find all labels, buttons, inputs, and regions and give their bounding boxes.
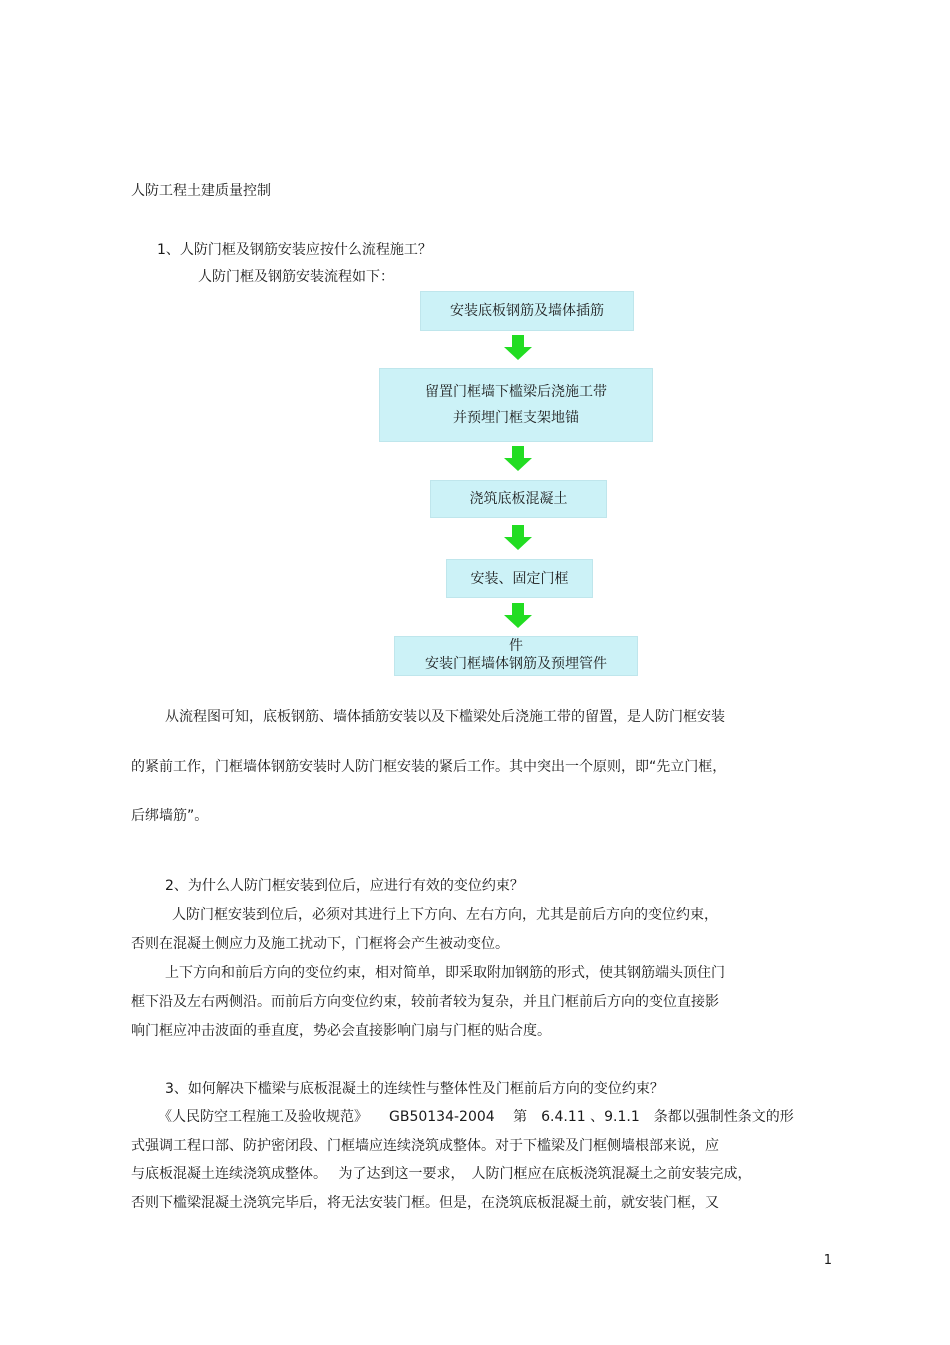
paragraph-3-line-4: 否则下槛梁混凝土浇筑完毕后，将无法安装门框。但是，在浇筑底板混凝土前，就安装门框，又 <box>131 1195 719 1211</box>
flow-intro: 人防门框及钢筋安装流程如下： <box>198 269 394 285</box>
flow-step-1-label: 安装底板钢筋及墙体插筋 <box>450 303 604 319</box>
flow-step-2 <box>379 368 653 442</box>
document-title: 人防工程土建质量控制 <box>131 183 271 199</box>
flow-step-2-line-2: 并预埋门框支架地锚 <box>453 410 579 426</box>
flow-step-3 <box>430 480 607 518</box>
flow-step-4 <box>446 559 593 598</box>
down-arrow-icon <box>503 603 533 629</box>
down-arrow-icon <box>503 446 533 472</box>
flow-step-5-line-2: 安装门框墙体钢筋及预埋管件 <box>425 656 607 672</box>
paragraph-1-line-3: 后绑墙筋”。 <box>131 808 209 824</box>
flow-step-1 <box>420 291 634 331</box>
paragraph-2-line-5: 响门框应冲击波面的垂直度，势必会直接影响门扇与门框的贴合度。 <box>131 1023 551 1039</box>
paragraph-2-line-4: 框下沿及左右两侧沿。而前后方向变位约束，较前者较为复杂，并且门框前后方向的变位直接影 <box>131 994 719 1010</box>
paragraph-1-line-2: 的紧前工作，门框墙体钢筋安装时人防门框安装的紧后工作。其中突出一个原则，即“先立门框， <box>131 759 727 775</box>
paragraph-3-line-1: 《人民防空工程施工及验收规范》 GB50134-2004 第 6.4.11 、9.1.1 条都以强制性条文的形 <box>158 1109 794 1125</box>
flow-step-2-line-1: 留置门框墙下槛梁后浇施工带 <box>425 384 607 400</box>
flow-step-5 <box>394 636 638 676</box>
down-arrow-icon <box>503 525 533 551</box>
paragraph-2-line-3: 上下方向和前后方向的变位约束，相对简单，即采取附加钢筋的形式，使其钢筋端头顶住门 <box>165 965 725 981</box>
flow-step-5-line-1: 件 <box>509 638 523 654</box>
paragraph-3-line-3: 与底板混凝土连续浇筑成整体。 为了达到这一要求， 人防门框应在底板浇筑混凝土之前安装完成， <box>131 1166 752 1182</box>
paragraph-3-line-2: 式强调工程口部、防护密闭段、门框墙应连续浇筑成整体。对于下槛梁及门框侧墙根部来说，应 <box>131 1138 719 1154</box>
question-1: 1、人防门框及钢筋安装应按什么流程施工？ <box>157 242 432 258</box>
down-arrow-icon <box>503 335 533 361</box>
paragraph-2-line-2: 否则在混凝土侧应力及施工扰动下，门框将会产生被动变位。 <box>131 936 509 952</box>
paragraph-1-line-1: 从流程图可知，底板钢筋、墙体插筋安装以及下槛梁处后浇施工带的留置，是人防门框安装 <box>165 709 725 725</box>
question-3: 3、如何解决下槛梁与底板混凝土的连续性与整体性及门框前后方向的变位约束？ <box>165 1081 664 1097</box>
page-number: 1 <box>823 1253 832 1268</box>
flow-step-4-label: 安装、固定门框 <box>470 570 569 587</box>
paragraph-2-line-1: 人防门框安装到位后，必须对其进行上下方向、左右方向，尤其是前后方向的变位约束， <box>172 907 718 923</box>
question-2: 2、为什么人防门框安装到位后，应进行有效的变位约束？ <box>165 878 524 894</box>
flow-step-3-label: 浇筑底板混凝土 <box>469 491 568 507</box>
